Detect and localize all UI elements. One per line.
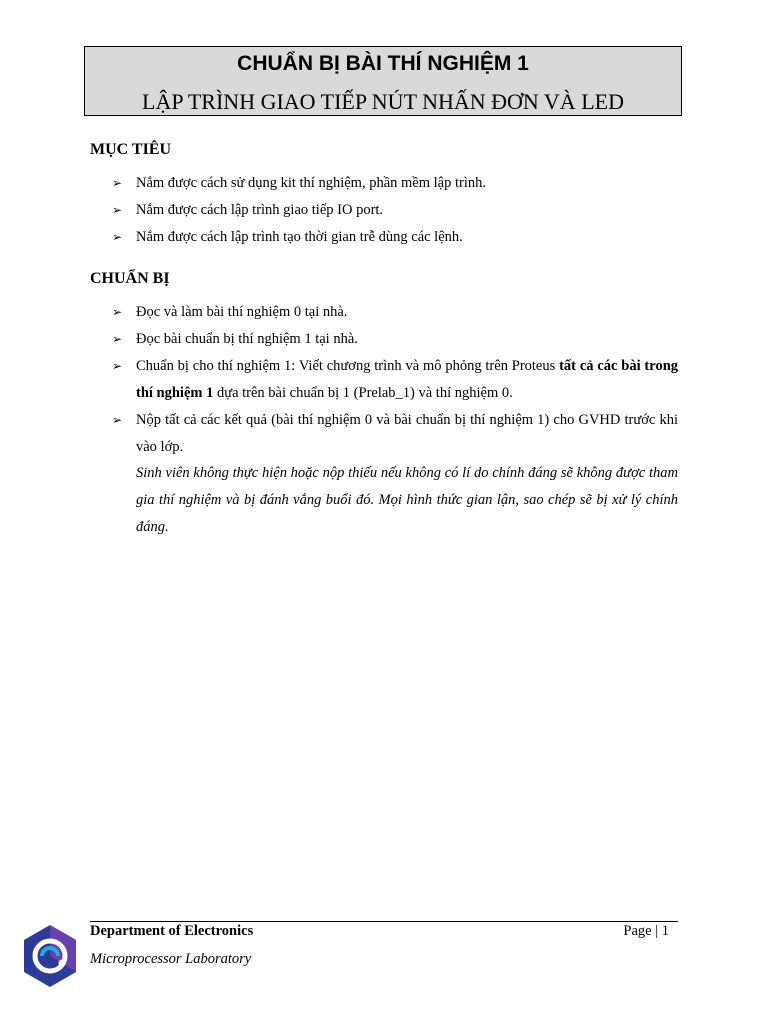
arrowhead-bullet-icon: ➢ xyxy=(112,305,123,319)
page-number: Page | 1 xyxy=(623,923,669,939)
footer-rule xyxy=(90,921,678,922)
document-title: CHUẨN BỊ BÀI THÍ NGHIỆM 1 xyxy=(237,52,529,75)
arrowhead-bullet-icon: ➢ xyxy=(112,203,123,217)
preparation-list xyxy=(110,299,678,461)
document-subtitle: LẬP TRÌNH GIAO TIẾP NÚT NHẤN ĐƠN VÀ LED xyxy=(142,89,624,114)
arrowhead-bullet-icon: ➢ xyxy=(112,413,123,427)
arrowhead-bullet-icon: ➢ xyxy=(112,332,123,346)
arrowhead-bullet-icon: ➢ xyxy=(112,230,123,244)
arrowhead-bullet-icon: ➢ xyxy=(112,176,123,190)
warning-note: Sinh viên không thực hiện hoặc nộp thiếu nếu không có lí do chính đáng sẽ không được tham gia thí nghiệm và bị đánh vắng buổi đó. Mọi hình thức gian lận, sao chép sẽ bị xử lý chính đáng. xyxy=(136,465,678,535)
objectives-heading: MỤC TIÊU xyxy=(90,141,172,158)
footer-lab: Microprocessor Laboratory xyxy=(90,951,252,967)
list-item: ➢ Nắm được cách lập trình giao tiếp IO port. xyxy=(110,197,678,224)
objectives-list xyxy=(110,170,678,251)
list-item: ➢ Nắm được cách sử dụng kit thí nghiệm, phần mềm lập trình. xyxy=(110,170,678,197)
list-item: ➢ Đọc bài chuẩn bị thí nghiệm 1 tại nhà. xyxy=(110,326,678,353)
department-logo-icon xyxy=(22,923,78,989)
arrowhead-bullet-icon: ➢ xyxy=(112,359,123,373)
preparation-heading: CHUẨN BỊ xyxy=(90,270,170,287)
list-item: ➢ Nắm được cách lập trình tạo thời gian trễ dùng các lệnh. xyxy=(110,224,678,251)
list-item: ➢ Đọc và làm bài thí nghiệm 0 tại nhà. xyxy=(110,299,678,326)
footer-department: Department of Electronics xyxy=(90,923,254,939)
emphasis-text: tất cả các bài trong thí nghiệm 1 xyxy=(136,358,679,401)
list-item: ➢ Nộp tất cả các kết quả (bài thí nghiệm 0 và bài chuẩn bị thí nghiệm 1) cho GVHD trước khi vào lớp. xyxy=(110,407,678,461)
list-item: ➢ Chuẩn bị cho thí nghiệm 1: Viết chương trình và mô phỏng trên Proteus tất cả các bài trong thí nghiệm 1 dựa trên bài chuẩn bị 1 (Prelab_1) và thí nghiệm 0. xyxy=(110,353,678,407)
title-box xyxy=(84,46,682,116)
